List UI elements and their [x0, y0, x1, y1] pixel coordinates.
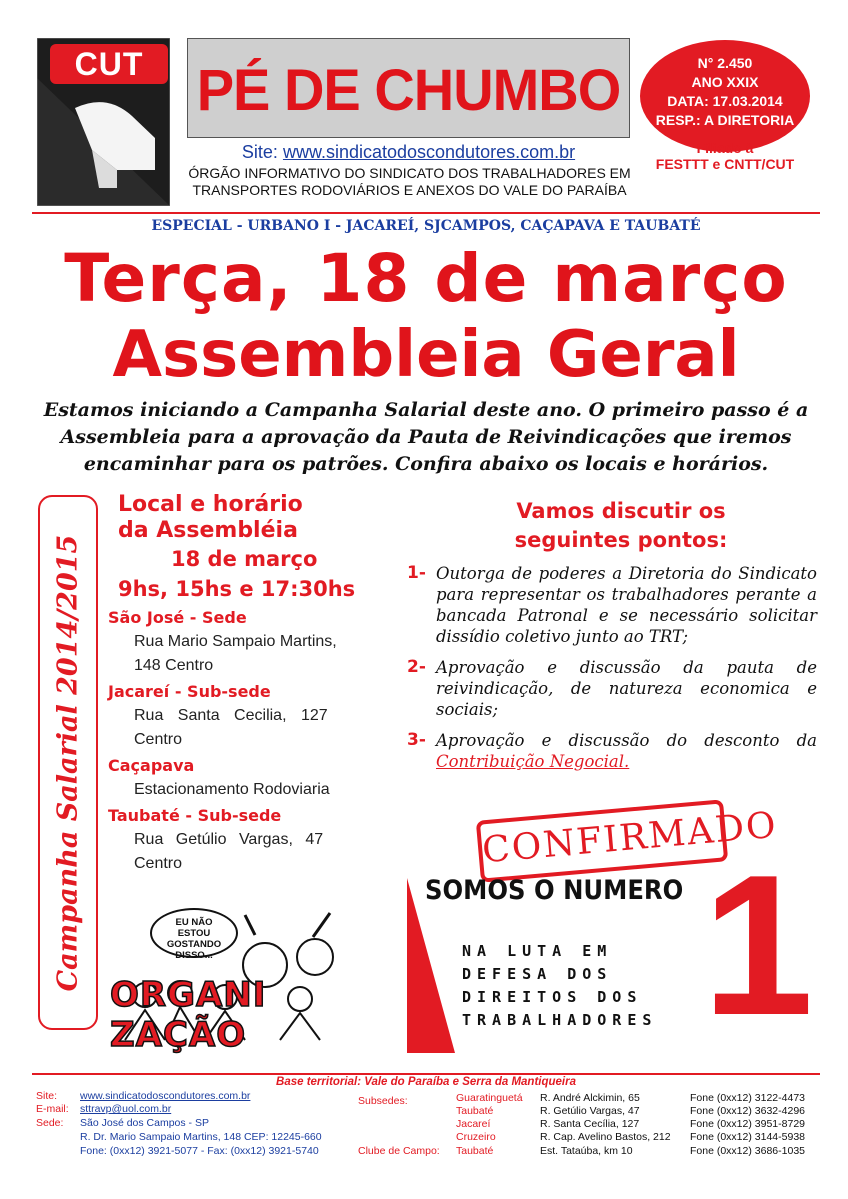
point-highlight: Contribuição Negocial. [436, 752, 630, 771]
site-link[interactable]: www.sindicatodoscondutores.com.br [282, 142, 576, 162]
bubble-line: DISSO... [175, 950, 213, 961]
somos-line: DIREITOS DOS [462, 988, 643, 1006]
branch-city: Taubaté [456, 1145, 494, 1157]
point-text: Aprovação e discussão da pauta de reivindicação, de natureza economica e sociais; [436, 658, 817, 719]
affiliation [640, 140, 810, 172]
branch-address: R. André Alckimin, 65 [540, 1092, 640, 1104]
location-name: Caçapava [108, 756, 195, 775]
footer-sede-label: Sede: [36, 1117, 64, 1129]
header-divider [32, 212, 820, 214]
bubble-line: EU NÃO [175, 917, 213, 928]
branch-city: Guaratinguetá [456, 1092, 523, 1104]
big-number-one: 1 [702, 834, 814, 1057]
branch-address: Est. Tataúba, km 10 [540, 1145, 633, 1157]
issue-resp: RESP.: A DIRETORIA [655, 112, 795, 128]
discussion-point [405, 657, 817, 720]
locations-heading-1: Local e horário [118, 492, 303, 517]
assembly-date: 18 de março [171, 547, 318, 571]
newspaper-title: PÉ DE CHUMBO [196, 56, 621, 123]
somos-line: TRABALHADORES [462, 1011, 658, 1029]
footer-divider [32, 1073, 820, 1075]
campaign-box [38, 495, 98, 1030]
footer-email-link[interactable]: sttravp@uol.com.br [80, 1103, 172, 1115]
discussion-point [405, 563, 817, 647]
intro-paragraph [32, 397, 820, 478]
branch-address: R. Cap. Avelino Bastos, 212 [540, 1131, 671, 1143]
discussion-point [405, 730, 817, 772]
headline-date: Terça, 18 de março [64, 240, 788, 317]
org-line-1: ÓRGÃO INFORMATIVO DO SINDICATO DOS TRABALHADORES EM [188, 165, 631, 181]
branch-phone: Fone (0xx12) 3144-5938 [690, 1131, 805, 1143]
issue-year: ANO XXIX [691, 74, 759, 90]
issue-date: DATA: 17.03.2014 [667, 93, 783, 109]
locations-heading-2: da Assembléia [118, 518, 298, 543]
branch-address: R. Santa Cecília, 127 [540, 1118, 640, 1130]
footer-site-link[interactable]: www.sindicatodoscondutores.com.br [80, 1090, 251, 1102]
campaign-label: Campanha Salarial 2014/2015 [52, 534, 84, 991]
branch-city: Taubaté [456, 1105, 494, 1117]
issue-number: N° 2.450 [697, 55, 753, 71]
footer-site-label: Site: [36, 1090, 58, 1102]
location-address: Rua Getúlio Vargas, 47 [134, 831, 324, 848]
branch-phone: Fone (0xx12) 3632-4296 [690, 1105, 805, 1117]
intro-line-1: Estamos iniciando a Campanha Salarial deste ano. O primeiro passo é a [43, 399, 809, 421]
masthead [187, 38, 630, 138]
site-line [187, 142, 630, 163]
cut-logo: CUT [50, 44, 168, 84]
site-label: Site: [241, 142, 278, 162]
footer-sede-address: R. Dr. Mario Sampaio Martins, 148 CEP: 12245-660 [80, 1131, 322, 1143]
issue-badge [640, 40, 810, 152]
speech-bubble [150, 908, 238, 961]
footer-sede-phone: Fone: (0xx12) 3921-5077 - Fax: (0xx12) 3921-5740 [80, 1145, 319, 1157]
location-address: 148 Centro [134, 657, 214, 674]
somos-lines [462, 940, 662, 1032]
location-address: Centro [134, 855, 183, 872]
point-number: 3- [407, 730, 426, 750]
branch-phone: Fone (0xx12) 3686-1035 [690, 1145, 805, 1157]
intro-line-3: encaminhar para os patrões. Confira abaixo os locais e horários. [83, 453, 769, 475]
point-number: 1- [407, 563, 426, 583]
affiliation-line-2: FESTTT e CNTT/CUT [655, 156, 795, 172]
somos-title: SOMOS O NUMERO [425, 875, 684, 906]
location-address: Rua Mario Sampaio Martins, [134, 633, 337, 650]
confirmed-stamp: CONFIRMADO [476, 799, 728, 882]
locations-column [108, 492, 388, 876]
point-text: Aprovação e discussão do desconto da [436, 731, 817, 750]
affiliation-line-1: Filiado à [696, 140, 754, 156]
branch-phone: Fone (0xx12) 3122-4473 [690, 1092, 805, 1104]
intro-line-2: Assembleia para a aprovação da Pauta de Reivindicações que iremos [60, 426, 792, 448]
footer-sede-city: São José dos Campos - SP [80, 1117, 209, 1129]
location-address: Centro [134, 731, 183, 748]
footer-email-label: E-mail: [36, 1103, 69, 1115]
bubble-line: ESTOU GOSTANDO [166, 928, 222, 950]
cartoon-word: ORGANI ZAÇÃO [110, 975, 267, 1055]
location-name: Taubaté - Sub-sede [108, 806, 282, 825]
org-line-2: TRANSPORTES RODOVIÁRIOS E ANEXOS DO VALE DO PARAÍBA [192, 182, 627, 198]
branch-phone: Fone (0xx12) 3951-8729 [690, 1118, 805, 1130]
somos-line: NA LUTA EM [462, 942, 613, 960]
point-text: Outorga de poderes a Diretoria do Sindicato para representar os trabalhadores perante a bancada Patronal e se necessário solicitar dissídio coletivo junto ao TRT; [436, 564, 817, 646]
assembly-times: 9hs, 15hs e 17:30hs [118, 577, 356, 601]
branch-address: R. Getúlio Vargas, 47 [540, 1105, 640, 1117]
points-heading-1: Vamos discutir os [516, 499, 726, 523]
org-description [187, 165, 632, 199]
branch-city: Jacareí [456, 1118, 491, 1130]
branch-city: Cruzeiro [456, 1131, 496, 1143]
point-number: 2- [407, 657, 426, 677]
location-name: Jacareí - Sub-sede [108, 682, 271, 701]
special-edition-line: ESPECIAL - URBANO I - JACAREÍ, SJCAMPOS, CAÇAPAVA E TAUBATÉ [151, 218, 701, 234]
footer-clube-label: Clube de Campo: [358, 1145, 440, 1157]
footer-subsedes-label: Subsedes: [358, 1095, 408, 1107]
location-name: São José - Sede [108, 608, 247, 627]
headline-assembly: Assembleia Geral [112, 318, 740, 392]
location-address: Estacionamento Rodoviaria [134, 781, 330, 798]
points-heading [425, 497, 817, 555]
points-column [405, 497, 817, 782]
footer-title: Base territorial: Vale do Paraíba e Serra da Mantiqueira [276, 1076, 576, 1088]
points-heading-2: seguintes pontos: [514, 528, 728, 552]
somos-line: DEFESA DOS [462, 965, 613, 983]
location-address: Rua Santa Cecilia, 127 [134, 707, 328, 724]
